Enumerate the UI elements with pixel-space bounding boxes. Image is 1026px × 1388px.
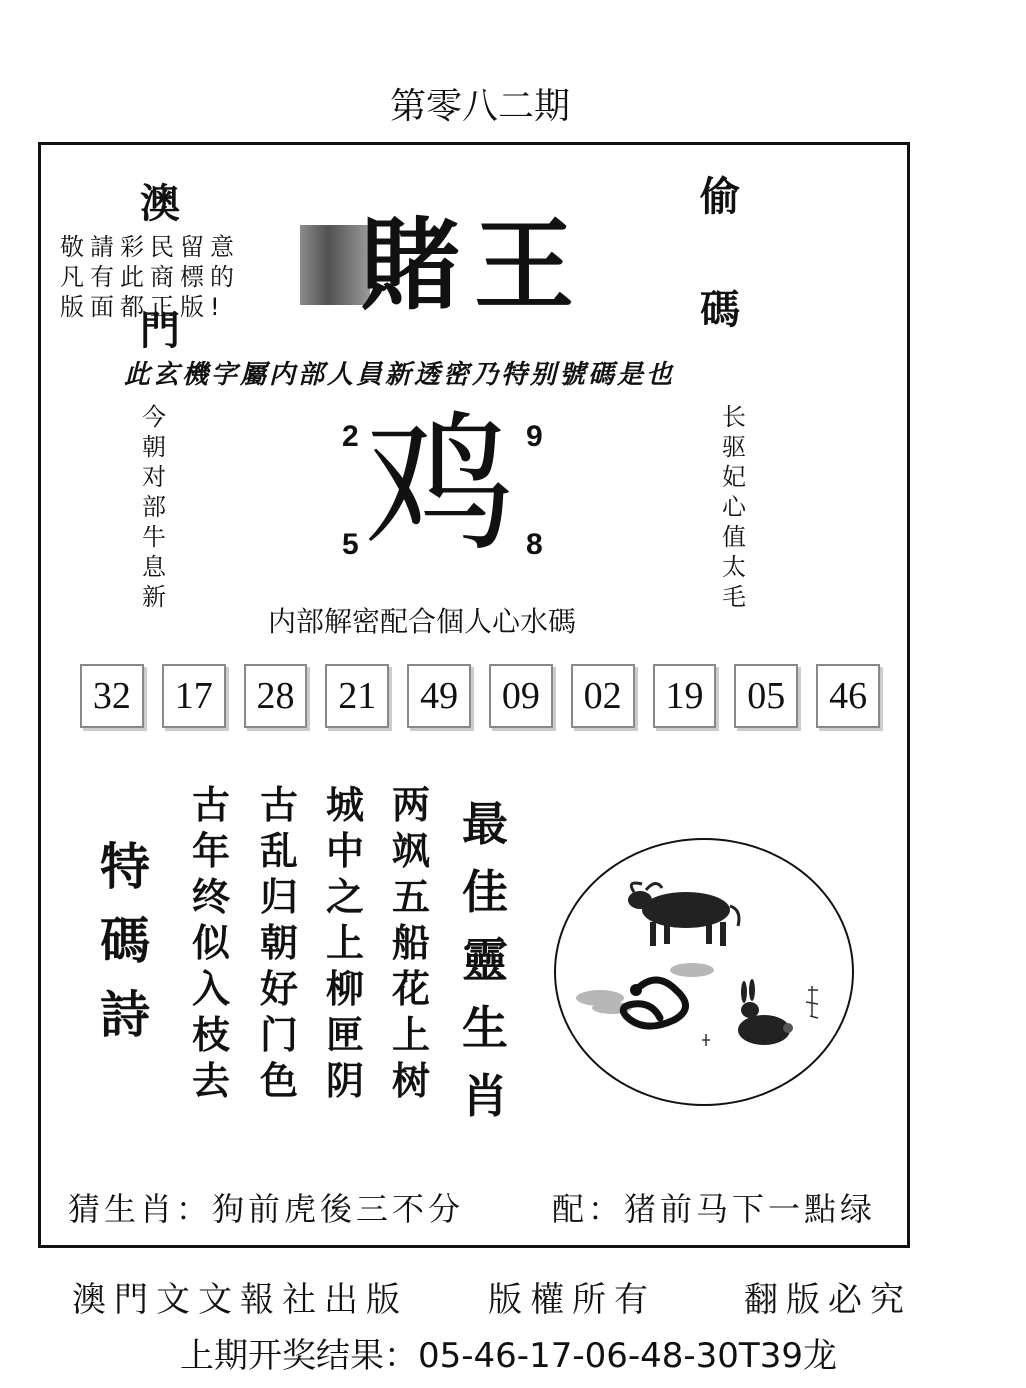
footer-warning: 翻版必究 <box>744 1280 912 1320</box>
poem-char: 色 <box>260 1059 299 1103</box>
left-verse-char: 部 <box>142 493 166 521</box>
poem-char: 乱 <box>260 829 299 873</box>
number-box: 21 <box>325 664 389 728</box>
corner-right-char: 偷 <box>700 174 740 220</box>
poem-column <box>392 782 430 1104</box>
number-box: 17 <box>162 664 226 728</box>
corner-left-char: 門 <box>140 308 180 354</box>
corner-number-top-right: 9 <box>526 420 543 453</box>
claim-banner: 此玄機字屬内部人員新透密乃特别號碼是也 <box>124 360 676 390</box>
poem-label-char: 碼 <box>100 912 150 970</box>
poem-char: 之 <box>326 875 365 919</box>
poem-column <box>326 782 364 1104</box>
poem-char: 树 <box>392 1059 431 1103</box>
pair-line: 配：猪前马下一點绿 <box>552 1190 877 1228</box>
poem-char: 枝 <box>192 1013 231 1057</box>
left-verse-char: 息 <box>142 553 166 581</box>
poem-char: 上 <box>326 921 365 965</box>
number-box: 28 <box>244 664 308 728</box>
notice-line: 版面都正版! <box>60 293 226 321</box>
right-verse <box>722 402 746 612</box>
issue-number: 第零八二期 <box>389 86 570 127</box>
poem-char: 朝 <box>260 921 299 965</box>
poem-char: 柳 <box>326 967 365 1011</box>
left-verse-char: 新 <box>142 583 166 611</box>
corner-number-top-left: 2 <box>342 420 359 453</box>
footer-publisher: 澳門文文報社出版 <box>72 1280 408 1320</box>
corner-number-bottom-right: 8 <box>526 528 543 561</box>
right-verse-char: 心 <box>722 493 746 521</box>
poem-char: 终 <box>192 875 231 919</box>
decode-line: 内部解密配合個人心水碼 <box>268 605 577 638</box>
corner-number-bottom-left: 5 <box>342 528 359 561</box>
poem-char: 匣 <box>326 1013 365 1057</box>
poem-char: 似 <box>192 921 231 965</box>
right-verse-char: 毛 <box>722 583 746 611</box>
left-verse-char: 牛 <box>142 523 166 551</box>
poem-char: 门 <box>260 1013 299 1057</box>
last-draw-result: 上期开奖结果：05-46-17-06-48-30T39龙 <box>180 1336 837 1376</box>
poem-label-char: 詩 <box>100 986 150 1044</box>
best-label-char: 肖 <box>462 1069 508 1123</box>
number-box: 19 <box>653 664 717 728</box>
number-box: 09 <box>489 664 553 728</box>
best-label-char: 佳 <box>462 865 508 919</box>
poem-char: 去 <box>192 1059 231 1103</box>
number-box: 32 <box>80 664 144 728</box>
poem-char: 归 <box>260 875 299 919</box>
number-boxes <box>80 664 880 728</box>
poem-label <box>100 830 150 1052</box>
poem-char: 古 <box>260 783 299 827</box>
poem-char: 阴 <box>326 1059 365 1103</box>
corner-left-char: 澳 <box>140 181 180 227</box>
number-box: 02 <box>571 664 635 728</box>
poem-char: 花 <box>392 967 431 1011</box>
right-verse-char: 太 <box>722 553 746 581</box>
animal-drawing <box>556 840 852 1104</box>
number-box: 05 <box>734 664 798 728</box>
rabbit-icon <box>738 979 793 1045</box>
poem-char: 船 <box>392 921 431 965</box>
number-box: 49 <box>407 664 471 728</box>
notice-line: 凡有此商標的 <box>60 263 240 291</box>
footer-copyright: 版權所有 <box>488 1280 656 1320</box>
ox-icon <box>628 883 739 946</box>
best-label-char: 最 <box>462 797 508 851</box>
right-verse-char: 长 <box>722 403 746 431</box>
poem-char: 城 <box>326 783 365 827</box>
left-verse <box>142 402 166 612</box>
poem-column <box>260 782 298 1104</box>
right-verse-char: 驱 <box>722 433 746 461</box>
poem-char: 上 <box>392 1013 431 1057</box>
snake-icon <box>623 980 685 1026</box>
poem-char: 入 <box>192 967 231 1011</box>
poem-char: 古 <box>192 783 231 827</box>
guess-line: 猜生肖：狗前虎後三不分 <box>68 1190 465 1228</box>
left-verse-char: 朝 <box>142 433 166 461</box>
best-zodiac-label <box>462 790 508 1130</box>
notice-text <box>60 232 240 322</box>
right-verse-char: 值 <box>722 523 746 551</box>
zodiac-character: 鸡 <box>365 398 516 572</box>
page-title: 賭王 <box>360 207 588 324</box>
best-label-char: 靈 <box>462 933 508 987</box>
left-verse-char: 今 <box>142 403 166 431</box>
corner-right <box>700 165 740 335</box>
right-verse-char: 妃 <box>722 463 746 491</box>
zodiac-illustration <box>554 838 854 1106</box>
notice-line: 敬請彩民留意 <box>60 233 240 261</box>
poem-label-char: 特 <box>100 838 150 896</box>
poem-char: 五 <box>392 875 431 919</box>
best-label-char: 生 <box>462 1001 508 1055</box>
poem-char: 两 <box>392 783 431 827</box>
number-box: 46 <box>816 664 880 728</box>
poem-char: 飒 <box>392 829 431 873</box>
poem-char: 年 <box>192 829 231 873</box>
poem-column <box>192 782 230 1104</box>
poem-char: 中 <box>326 829 365 873</box>
corner-right-char: 碼 <box>700 287 740 333</box>
poem-char: 好 <box>260 967 299 1011</box>
left-verse-char: 对 <box>142 463 166 491</box>
